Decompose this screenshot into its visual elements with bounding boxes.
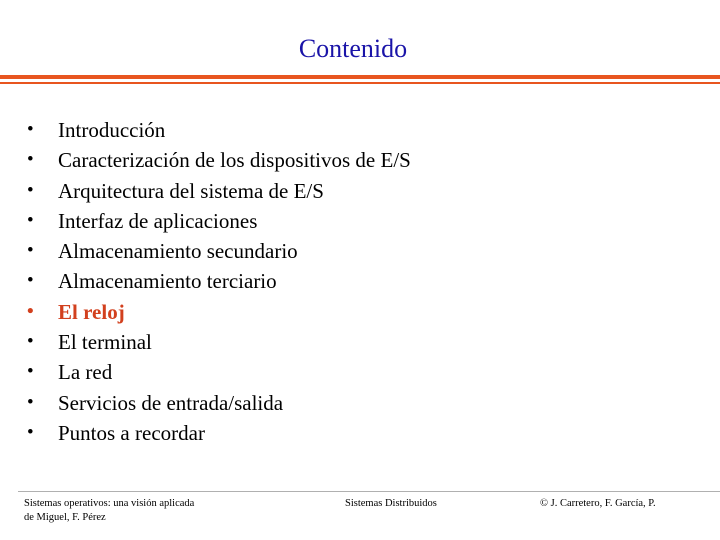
- footer-copyright: © J. Carretero, F. García, P.: [540, 498, 656, 509]
- list-item-label: Introducción: [58, 118, 166, 142]
- list-item: [22, 266, 411, 296]
- list-item-label: Caracterización de los dispositivos de E/S: [58, 148, 411, 173]
- bullet-icon: •: [27, 421, 34, 443]
- list-item: [22, 327, 411, 357]
- title-rule-thin: [0, 82, 720, 84]
- bullet-icon: •: [27, 149, 34, 171]
- list-item-label: Almacenamiento secundario: [58, 239, 298, 264]
- list-item: [22, 115, 411, 145]
- bullet-icon: •: [27, 331, 34, 353]
- list-item: [22, 236, 411, 266]
- list-item: [22, 418, 411, 448]
- list-item-label: Arquitectura del sistema de E/S: [58, 178, 324, 203]
- list-item: [22, 357, 411, 387]
- list-item-label: El reloj: [58, 299, 125, 324]
- bullet-icon: •: [27, 391, 34, 413]
- bullet-icon: •: [27, 119, 34, 140]
- list-item: [22, 176, 411, 206]
- footer-course: Sistemas Distribuidos: [345, 498, 437, 509]
- list-item: [22, 388, 411, 418]
- list-item-label: Interfaz de aplicaciones: [58, 208, 258, 233]
- bullet-icon: •: [27, 300, 34, 322]
- contents-list: [22, 115, 411, 448]
- bullet-icon: •: [27, 209, 34, 231]
- list-item: [22, 206, 411, 236]
- list-item-label: Servicios de entrada/salida: [58, 390, 284, 415]
- footer-rule: [18, 491, 720, 492]
- list-item: [22, 145, 411, 175]
- list-item-label: Puntos a recordar: [58, 420, 205, 445]
- title-rule-thick: [0, 75, 720, 79]
- bullet-icon: •: [27, 270, 34, 292]
- list-item-label: Almacenamiento terciario: [58, 269, 277, 294]
- footer-book-line-1: Sistemas operativos: una visión aplicada: [24, 498, 195, 509]
- list-item-label: La red: [58, 360, 113, 385]
- bullet-icon: •: [27, 361, 34, 383]
- footer-book-line-2: de Miguel, F. Pérez: [24, 512, 106, 523]
- list-item-current: [22, 297, 411, 327]
- bullet-icon: •: [27, 240, 34, 262]
- footer-book-credit: [24, 497, 194, 525]
- bullet-icon: •: [27, 179, 34, 201]
- list-item-label: El terminal: [58, 330, 152, 355]
- slide-title: Contenido: [298, 34, 408, 63]
